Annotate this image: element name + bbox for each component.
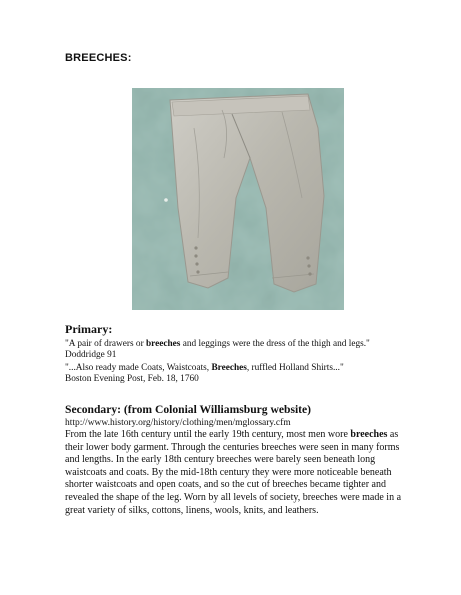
primary-quote-doddridge: "A pair of drawers or breeches and leggings were the dress of the thigh and legs." Doddridge 91	[65, 339, 370, 361]
breeches-photo	[132, 88, 344, 310]
source-url: http://www.history.org/history/clothing/men/mglossary.cfm	[65, 418, 291, 428]
page-heading: BREECHES:	[65, 52, 132, 64]
secondary-title: Secondary: (from Colonial Williamsburg website)	[65, 403, 312, 416]
quote-source: Boston Evening Post, Feb. 18, 1760	[65, 374, 199, 385]
primary-title: Primary:	[65, 322, 113, 336]
secondary-body-text: From the late 16th century until the early 19th century, most men wore breeches as their lower body garment. Through the centuries breeches were seen in many forms and lengths. In the early 18th century breeches were barely seen beneath long waistcoats and coats. By the mid-18th century they were more noticeable beneath shorter waistcoats and open coats, and so the cut of breeches became tighter and revealed the shape of the leg. Worn by all levels of society, breeches were made in a great variety of silks, cottons, linens, wools, knits, and leathers.	[65, 429, 402, 516]
primary-quote-boston-post: "...Also ready made Coats, Waistcoats, Breeches, ruffled Holland Shirts..." Boston Evening Post, Feb. 18, 1760	[65, 363, 395, 386]
